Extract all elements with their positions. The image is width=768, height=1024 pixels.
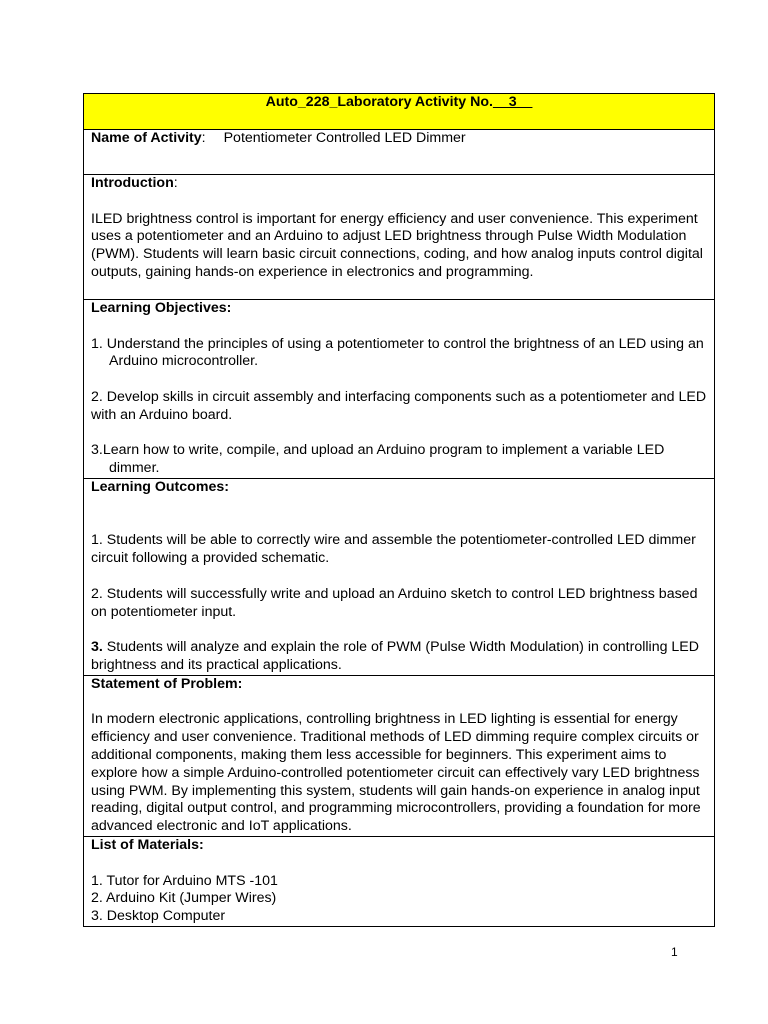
materials-label: List of Materials:: [91, 836, 204, 853]
page-number: 1: [671, 945, 678, 959]
introduction-cell: [84, 175, 715, 300]
name-row: [84, 130, 715, 175]
materials-cell: [84, 836, 715, 926]
introduction-body: ILED brightness control is important for energy efficiency and user convenience. This experiment uses a potentiometer and an Arduino to adjust LED brightness through Pulse Width Modulation (PWM). Students will learn basic circuit connections, coding, and how analog inputs control digital outputs, gaining hands-on experience in electronics and programming.: [91, 210, 703, 280]
outcomes-cell: [84, 478, 715, 675]
introduction-label: Introduction: [91, 175, 174, 191]
objectives-row: [84, 300, 715, 479]
activity-name-value: Potentiometer Controlled LED Dimmer: [223, 130, 466, 146]
material-item: 3. Desktop Computer: [91, 908, 226, 925]
objective-item: 3.Learn how to write, compile, and upload an Arduino program to implement a variable LED dimmer.: [91, 442, 665, 477]
problem-row: [84, 675, 715, 836]
materials-row: [84, 836, 715, 926]
objectives-cell: [84, 300, 715, 479]
title-row: [84, 94, 715, 130]
activity-name-label: Name of Activity: [91, 130, 202, 146]
title-cell: [84, 94, 715, 130]
introduction-colon: :: [173, 175, 178, 191]
outcome-item: [91, 639, 707, 675]
problem-label: Statement of Problem:: [91, 675, 243, 692]
problem-body: In modern electronic applications, controlling brightness in LED lighting is essential for energy efficiency and user convenience. Traditional methods of LED dimming require complex circuits or additional components, making them less accessible for beginners. This experiment aims to explore how a simple Arduino-controlled potentiometer circuit can effectively vary LED brightness using PWM. By implementing this system, students will gain hands-on experience in analog input reading, digital output control, and programming microcontrollers, providing a foundation for more advanced electronic and IoT applications.: [91, 711, 701, 835]
introduction-row: [84, 175, 715, 300]
outcome-item: 2. Students will successfully write and upload an Arduino sketch to control LED brightness based on potentiometer input.: [91, 585, 698, 620]
outcome-item: 1. Students will be able to correctly wire and assemble the potentiometer-controlled LED dimmer circuit following a provided schematic.: [91, 532, 696, 567]
lab-activity-table: [83, 93, 715, 927]
activity-title: Auto_228_Laboratory Activity No.: [265, 94, 493, 110]
outcomes-label: Learning Outcomes:: [91, 478, 229, 495]
material-item: 2. Arduino Kit (Jumper Wires): [91, 890, 277, 907]
outcome-item-number: 3.: [91, 639, 103, 656]
problem-cell: [84, 675, 715, 836]
activity-number: __3__: [492, 94, 533, 110]
material-item: 1. Tutor for Arduino MTS -101: [91, 872, 278, 889]
outcome-item-text: Students will analyze and explain the role of PWM (Pulse Width Modulation) in controlling LED brightness and its practical applications.: [91, 639, 700, 673]
objectives-label: Learning Objectives:: [91, 300, 232, 316]
objective-item: 1. Understand the principles of using a potentiometer to control the brightness of an LED using an Arduino microcontroller.: [91, 335, 704, 370]
objective-item: 2. Develop skills in circuit assembly and interfacing components such as a potentiometer and LED with an Arduino board.: [91, 388, 707, 423]
outcomes-row: [84, 478, 715, 675]
activity-name-colon: :: [201, 130, 206, 146]
name-cell: [84, 130, 715, 175]
